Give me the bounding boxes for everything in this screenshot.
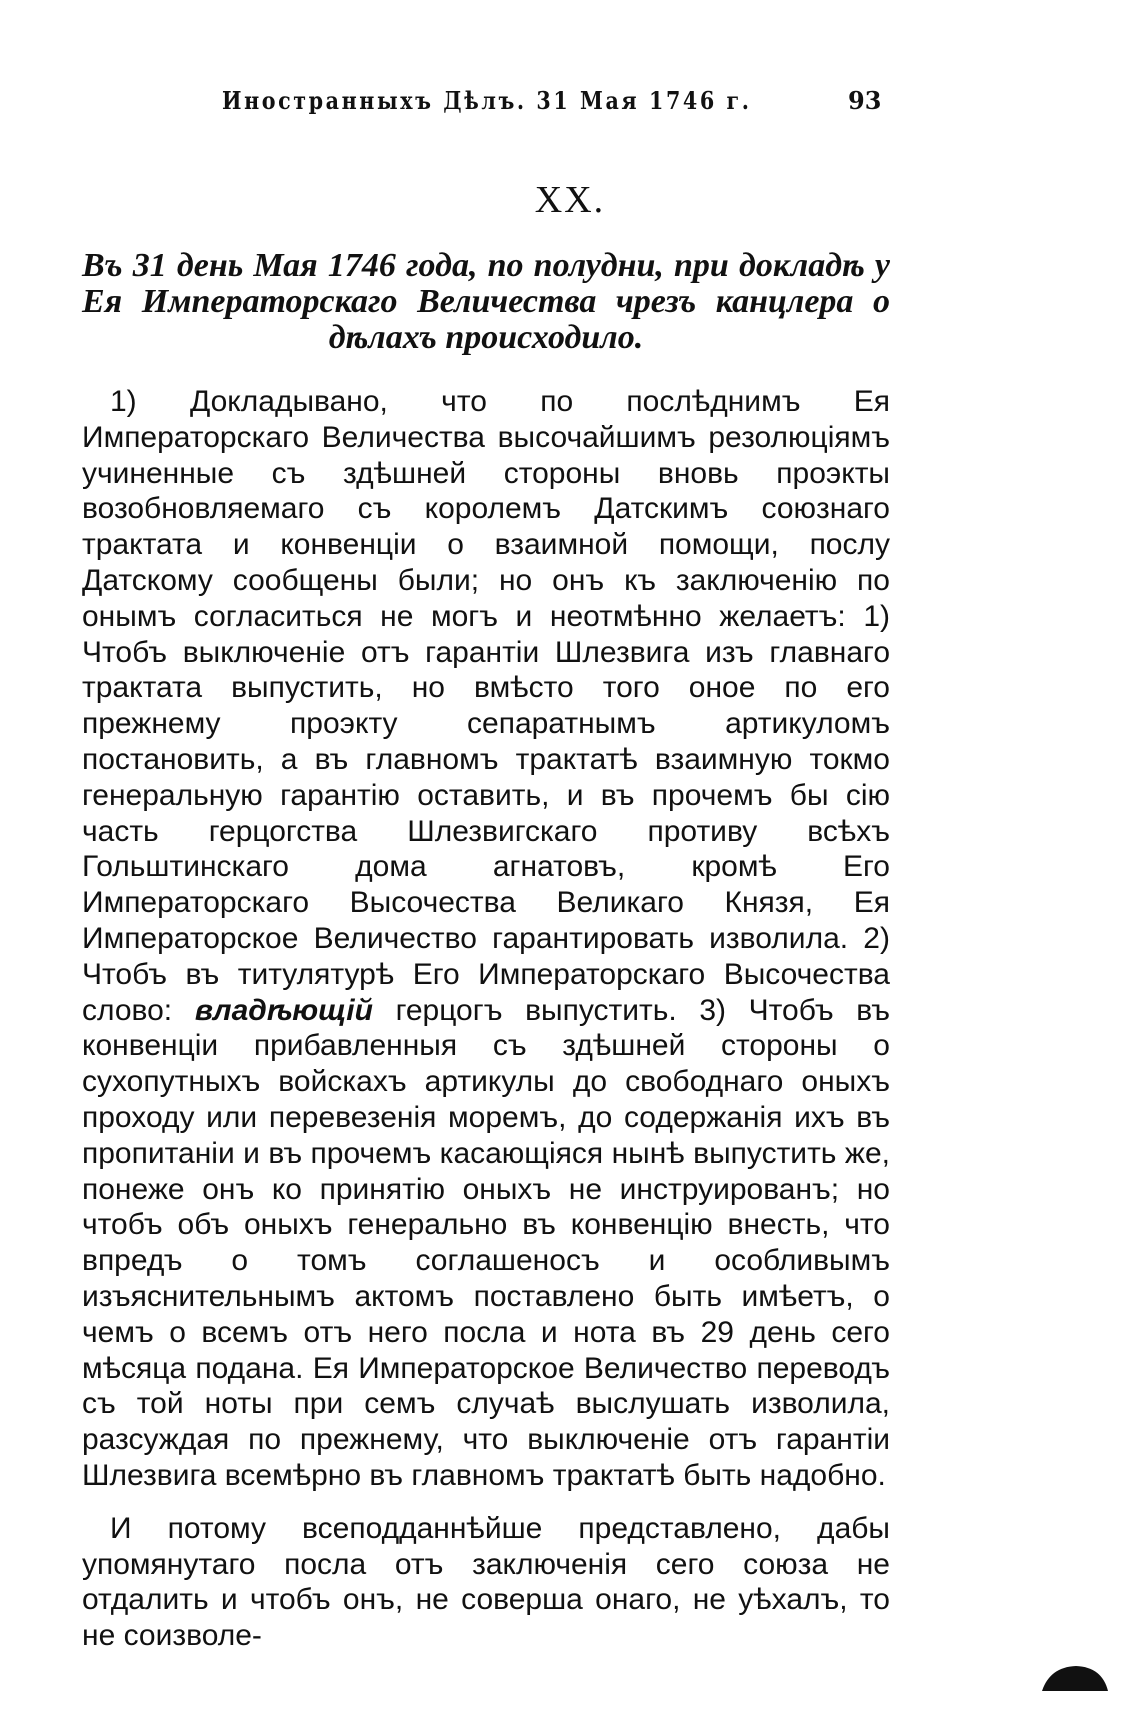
- paragraph-1-text-b: герцогъ выпустить. 3) Чтобъ въ конвенціи прибавленныя съ здѣшней стороны о сухопутныхъ войскахъ артикулы до свободнаго оныхъ проходу или перевезенія моремъ, до содержанія ихъ въ пропитаніи и въ прочемъ касающіяся нынѣ выпустить же, понеже онъ ко принятію оныхъ не инструированъ; но чтобъ объ оныхъ генерально въ конвенцію внесть, что впредъ о томъ соглашеносъ и особливымъ изъяснительнымъ актомъ поставлено быть имѣетъ, о чемъ о всемъ отъ него посла и нота въ 29 день сего мѣсяца подана. Ея Императорское Величество переводъ съ той ноты при семъ случаѣ выслушать изволила, разсуждая по прежнему, что выключеніе отъ гарантіи Шлезвига всемѣрно въ главномъ трактатѣ быть надобно.: [82, 993, 891, 1492]
- printer-ornament-icon: [1040, 1663, 1110, 1693]
- running-head: Иностранныхъ Дѣлъ. 31 Мая 1746 г.: [222, 86, 752, 115]
- paragraph-1: [82, 384, 890, 1494]
- section-heading: Въ 31 день Мая 1746 года, по полудни, при докладѣ у Ея Императорскаго Величества чрезъ канцлера о дѣлахъ происходило.: [82, 247, 890, 356]
- body-text: [82, 384, 890, 1654]
- section-number: XX.: [534, 179, 606, 221]
- page-number: 93: [848, 86, 882, 115]
- paragraph-1-text-a: 1) Докладывано, что по послѣднимъ Ея Императорскаго Величества высочайшимъ резолюціямъ учиненные съ здѣшней стороны вновь проэкты возобновляемаго съ королемъ Датскимъ союзнаго трактата и конвенціи о взаимной помощи, послу Датскому сообщены были; но онъ къ заключенію по онымъ согласиться не могъ и неотмѣнно желаетъ: 1) Чтобъ выключеніе отъ гарантіи Шлезвига изъ главнаго трактата выпустить, но вмѣсто того оное по его прежнему проэкту сепаратнымъ артикуломъ постановить, а въ главномъ трактатѣ взаимную токмо генеральную гарантію оставить, и въ прочемъ бы сію часть герцогства Шлезвигскаго противу всѣхъ Гольштинскаго дома агнатовъ, кромѣ Его Императорскаго Высочества Великаго Князя, Ея Императорское Величество гарантировать изволила. 2) Чтобъ въ титулятурѣ Его Императорскаго Высочества слово:: [82, 385, 890, 1027]
- paragraph-2: И потому всеподданнѣйше представлено, дабы упомянутаго посла отъ заключенія сего союза не отдалить и чтобъ онъ, не соверша онаго, не уѣхалъ, то не соизволе-: [82, 1511, 890, 1653]
- emphasized-word: владѣющій: [194, 993, 373, 1027]
